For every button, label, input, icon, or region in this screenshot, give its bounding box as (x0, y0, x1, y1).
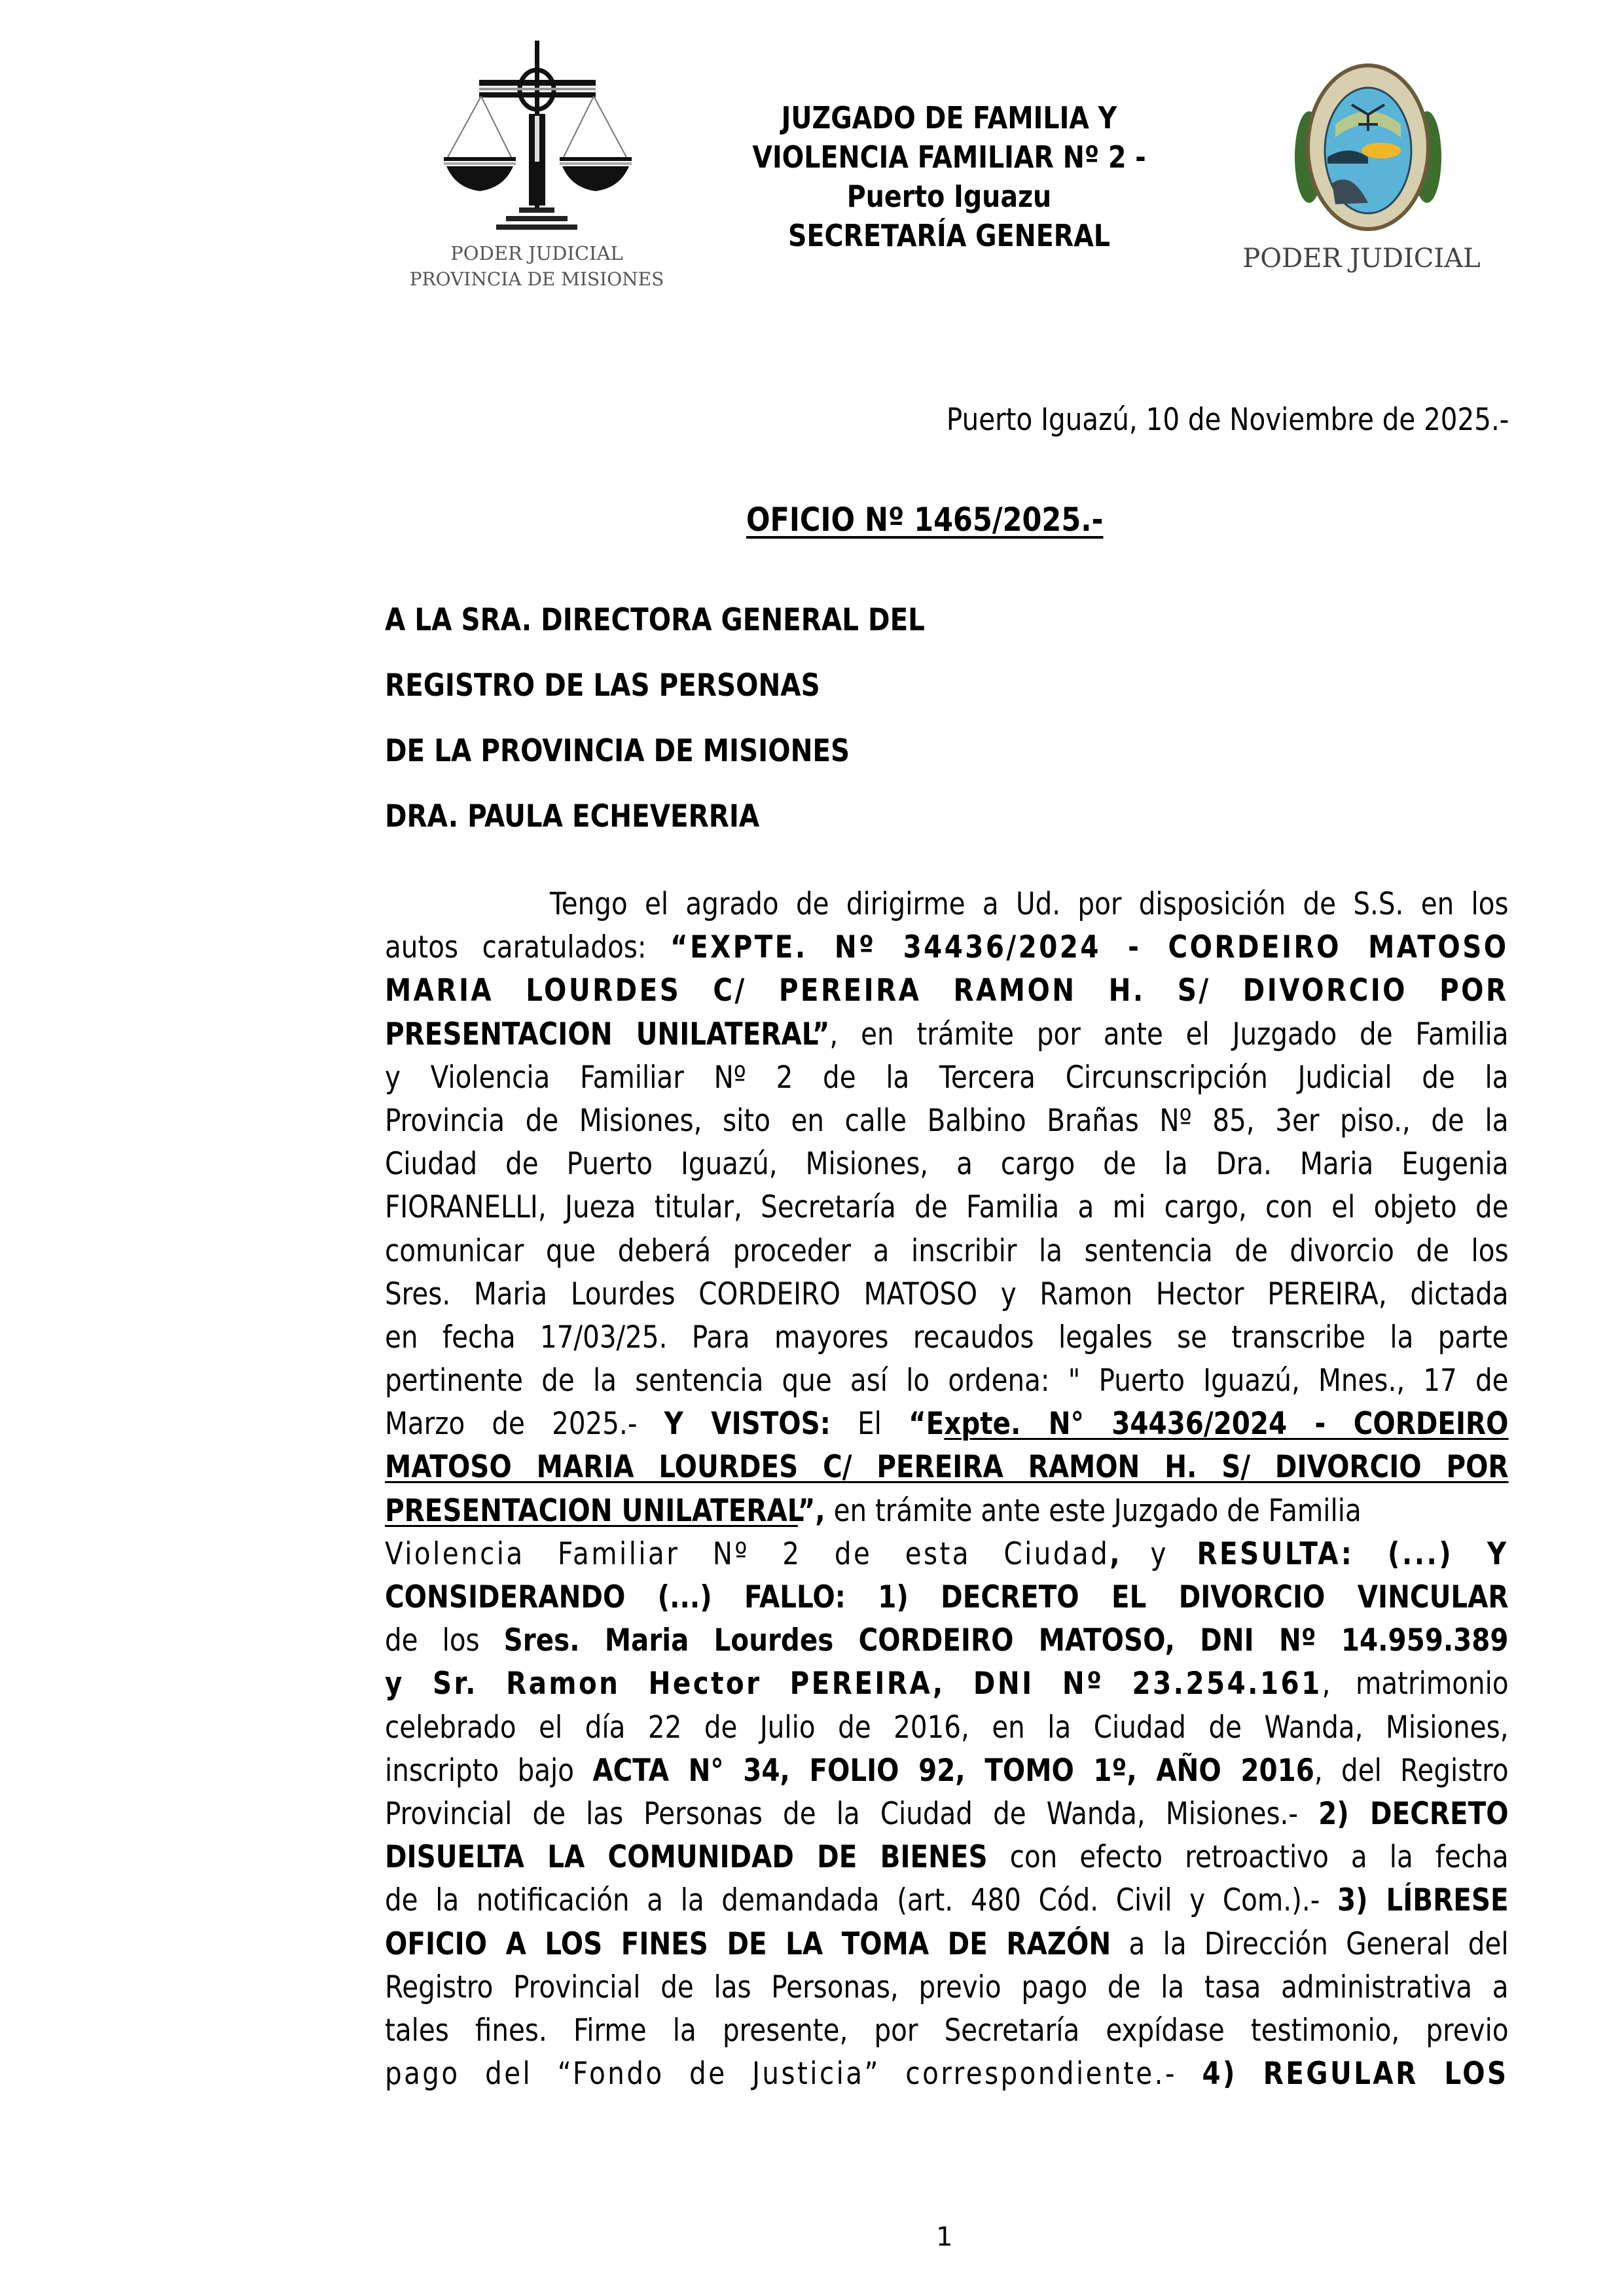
body-line: MATOSO MARIA LOURDES C/ PEREIRA RAMON H. S/ DIVORCIO POR (385, 1449, 1509, 1486)
oficio-number-title: OFICIO Nº 1465/2025.- (746, 501, 1104, 539)
page-number: 1 (936, 2222, 953, 2252)
provincia-misiones-crest-logo (1237, 59, 1486, 281)
misiones-province-coat-of-arms-icon (1237, 59, 1486, 236)
body-line: Marzo de 2025.- Y VISTOS: El “Expte. N° 34436/2024 - CORDEIRO (385, 1406, 1509, 1443)
body-line: Ciudad de Puerto Iguazú, Misiones, a cargo de la Dra. Maria Eugenia (385, 1146, 1509, 1183)
body-paragraph (385, 885, 1509, 2098)
body-line: Registro Provincial de las Personas, previo pago de la tasa administrativa a (385, 1969, 1509, 2005)
body-line: OFICIO A LOS FINES DE LA TOMA DE RAZÓN a la Dirección General del (385, 1926, 1509, 1962)
body-line: en fecha 17/03/25. Para mayores recaudos legales se transcribe la parte (385, 1319, 1509, 1355)
body-line: DISUELTA LA COMUNIDAD DE BIENES con efecto retroactivo a la fecha (385, 1839, 1509, 1876)
body-line: Provincial de las Personas de la Ciudad de Wanda, Misiones.- 2) DECRETO (385, 1795, 1509, 1832)
document-date: Puerto Iguazú, 10 de Noviembre de 2025.- (946, 402, 1509, 438)
body-line: de los Sres. Maria Lourdes CORDEIRO MATOSO, DNI Nº 14.959.389 (385, 1623, 1509, 1659)
body-line: Sres. Maria Lourdes CORDEIRO MATOSO y Ramon Hector PEREIRA, dictada (385, 1276, 1509, 1312)
header-title-line: Puerto Iguazu (846, 179, 1052, 214)
left-logo-caption-line1: PODER JUDICIAL (450, 242, 623, 264)
poder-judicial-misiones-logo (406, 41, 668, 289)
body-line: PRESENTACION UNILATERAL”, en trámite por ante el Juzgado de Familia (385, 1016, 1509, 1052)
addressee-line: A LA SRA. DIRECTORA GENERAL DEL (385, 602, 925, 638)
left-logo-caption-line2: PROVINCIA DE MISIONES (409, 268, 664, 290)
body-line: CONSIDERANDO (...) FALLO: 1) DECRETO EL DIVORCIO VINCULAR (385, 1579, 1509, 1615)
header-title-line: JUZGADO DE FAMILIA Y (781, 100, 1117, 135)
case-title-bold: “EXPTE. Nº 34436/2024 - CORDEIRO MATOSO (670, 929, 1509, 966)
header-title-line: SECRETARÍA GENERAL (787, 218, 1111, 253)
body-line: autos caratulados: “EXPTE. Nº 34436/2024 - CORDEIRO MATOSO (385, 929, 1509, 966)
body-line: y Sr. Ramon Hector PEREIRA, DNI Nº 23.254.161, matrimonio (385, 1666, 1509, 1702)
body-line: Provincia de Misiones, sito en calle Balbino Brañas Nº 85, 3er piso., de la (385, 1102, 1509, 1139)
body-line: celebrado el día 22 de Julio de 2016, en la Ciudad de Wanda, Misiones, (385, 1709, 1509, 1746)
scales-of-justice-icon (406, 41, 668, 237)
header-title-line: VIOLENCIA FAMILIAR Nº 2 - (752, 139, 1146, 175)
addressee-line: DE LA PROVINCIA DE MISIONES (385, 733, 850, 769)
body-line: pertinente de la sentencia que así lo ordena: " Puerto Iguazú, Mnes., 17 de (385, 1363, 1509, 1399)
body-line: MARIA LOURDES C/ PEREIRA RAMON H. S/ DIVORCIO POR (385, 973, 1509, 1009)
court-header-title (718, 98, 1180, 255)
addressee-block (385, 601, 1013, 863)
right-logo-caption: PODER JUDICIAL (1242, 243, 1481, 274)
body-line: de la notificación a la demandada (art. 480 Cód. Civil y Com.).- 3) LÍBRESE (385, 1882, 1509, 1919)
body-line: y Violencia Familiar Nº 2 de la Tercera Circunscripción Judicial de la (385, 1059, 1509, 1096)
addressee-line: REGISTRO DE LAS PERSONAS (385, 668, 820, 704)
body-line: PRESENTACION UNILATERAL”, en trámite ante este Juzgado de Familia (385, 1492, 1362, 1529)
body-line: pago del “Fondo de Justicia” correspondiente.- 4) REGULAR LOS (385, 2056, 1509, 2092)
body-line: tales fines. Firme la presente, por Secretaría expídase testimonio, previo (385, 2012, 1509, 2049)
body-line: Tengo el agrado de dirigirme a Ud. por disposición de S.S. en los (549, 886, 1509, 922)
body-line: FIORANELLI, Jueza titular, Secretaría de Familia a mi cargo, con el objeto de (385, 1189, 1509, 1226)
body-line: inscripto bajo ACTA N° 34, FOLIO 92, TOMO 1º, AÑO 2016, del Registro (385, 1752, 1509, 1789)
addressee-line: DRA. PAULA ECHEVERRIA (385, 798, 760, 834)
body-line: Violencia Familiar Nº 2 de esta Ciudad, y RESULTA: (...) Y (385, 1535, 1509, 1572)
body-line: comunicar que deberá proceder a inscribir la sentencia de divorcio de los (385, 1232, 1509, 1269)
